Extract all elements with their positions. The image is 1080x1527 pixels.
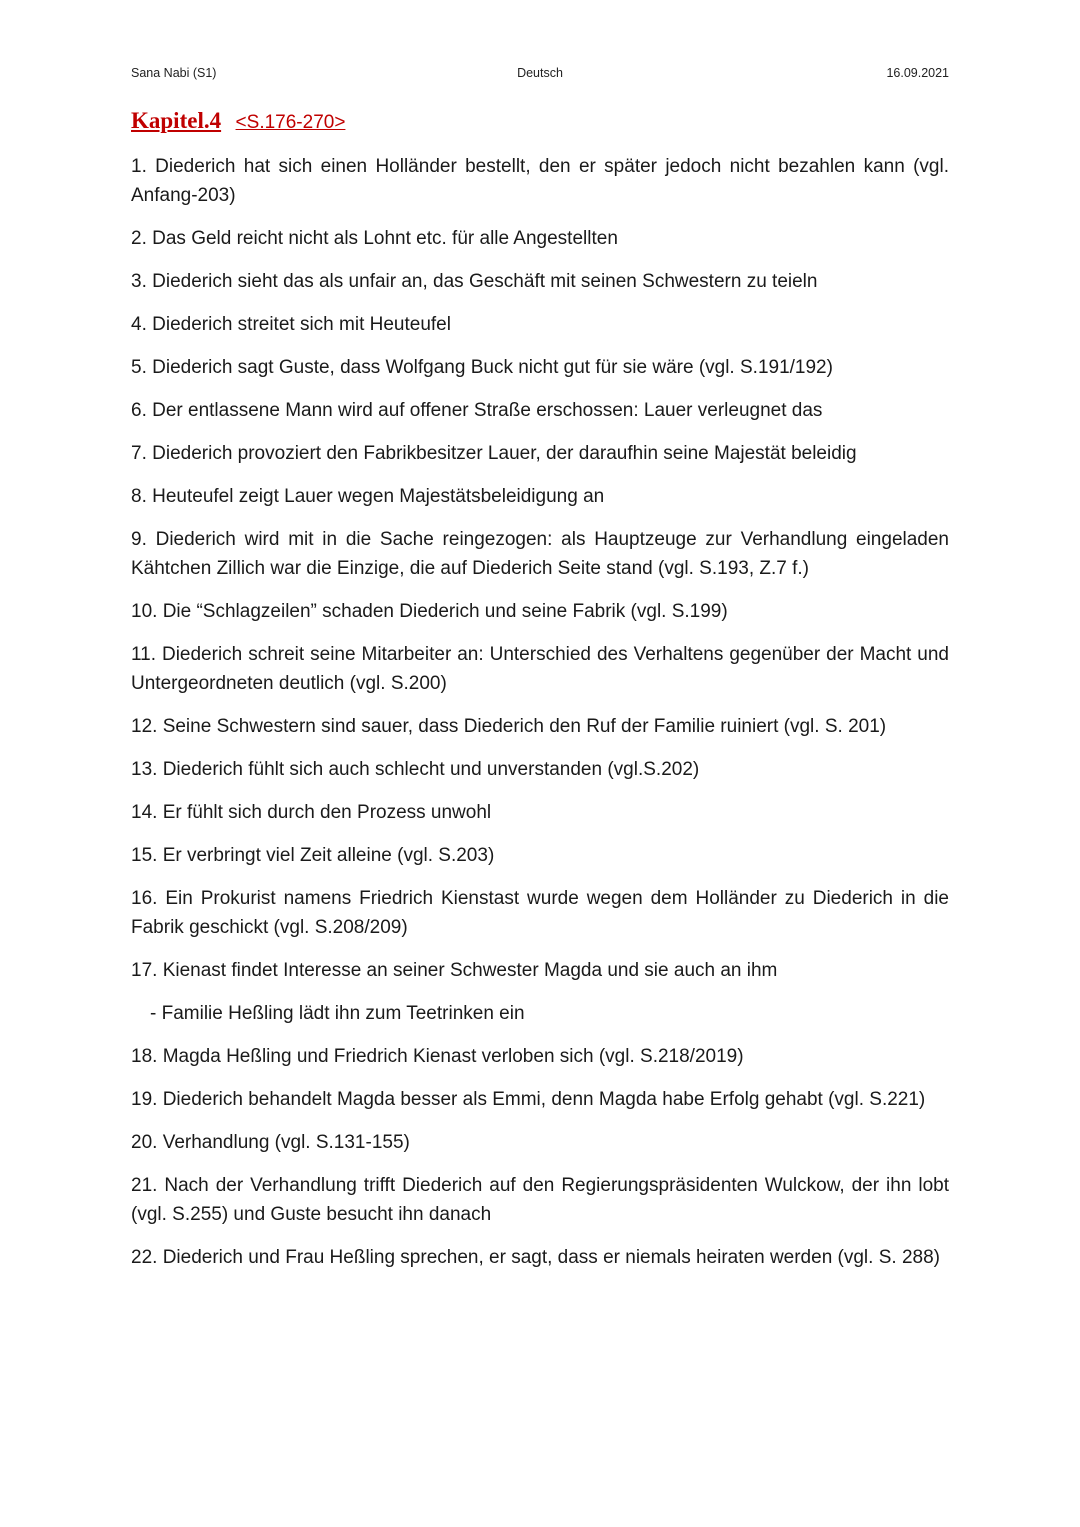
list-item: 10. Die “Schlagzeilen” schaden Diederich und seine Fabrik (vgl. S.199) [131, 601, 728, 622]
list-item: 4. Diederich streitet sich mit Heuteufel [131, 314, 451, 335]
page-header [131, 66, 949, 84]
list-item: 8. Heuteufel zeigt Lauer wegen Majestätsbeleidigung an [131, 486, 605, 507]
list-item: 18. Magda Heßling und Friedrich Kienast verloben sich (vgl. S.218/2019) [131, 1046, 744, 1067]
list-item: 3. Diederich sieht das als unfair an, das Geschäft mit seinen Schwestern zu teieln [131, 271, 818, 292]
chapter-title-main: Kapitel.4 [131, 108, 222, 133]
list-item: 20. Verhandlung (vgl. S.131-155) [131, 1132, 410, 1153]
chapter-title [131, 108, 345, 134]
list-item: 17. Kienast findet Interesse an seiner Schwester Magda und sie auch an ihm [131, 960, 778, 981]
list-item: 11. Diederich schreit seine Mitarbeiter an: Unterschied des Verhaltens gegenüber der Macht und Untergeordneten deutlich (vgl. S.200) [131, 644, 949, 694]
summary-list [131, 152, 949, 1286]
list-item: 15. Er verbringt viel Zeit alleine (vgl. S.203) [131, 845, 495, 866]
list-item: 5. Diederich sagt Guste, dass Wolfgang Buck nicht gut für sie wäre (vgl. S.191/192) [131, 357, 833, 378]
header-date: 16.09.2021 [886, 66, 949, 80]
list-item: 19. Diederich behandelt Magda besser als Emmi, denn Magda habe Erfolg gehabt (vgl. S.221) [131, 1089, 926, 1110]
list-item: 16. Ein Prokurist namens Friedrich Kienstast wurde wegen dem Holländer zu Diederich in die Fabrik geschickt (vgl. S.208/209) [131, 888, 949, 938]
header-author: Sana Nabi (S1) [131, 66, 217, 80]
list-item: 13. Diederich fühlt sich auch schlecht und unverstanden (vgl.S.202) [131, 759, 700, 780]
list-item: 6. Der entlassene Mann wird auf offener Straße erschossen: Lauer verleugnet das [131, 400, 823, 421]
list-item: 9. Diederich wird mit in die Sache reingezogen: als Hauptzeuge zur Verhandlung eingeladen Kähtchen Zillich war die Einzige, die auf Diederich Seite stand (vgl. S.193, Z.7 f.) [131, 529, 949, 579]
list-subitem: - Familie Heßling lädt ihn zum Teetrinken ein [150, 1003, 525, 1024]
list-item: 1. Diederich hat sich einen Holländer bestellt, den er später jedoch nicht bezahlen kann (vgl. Anfang-203) [131, 156, 949, 206]
chapter-page-range: <S.176-270> [235, 112, 346, 133]
list-item: 21. Nach der Verhandlung trifft Diederich auf den Regierungspräsidenten Wulckow, der ihn lobt (vgl. S.255) und Guste besucht ihn danach [131, 1175, 949, 1225]
list-item: 2. Das Geld reicht nicht als Lohnt etc. für alle Angestellten [131, 228, 618, 249]
list-item: 7. Diederich provoziert den Fabrikbesitzer Lauer, der daraufhin seine Majestät beleidig [131, 443, 857, 464]
list-item: 12. Seine Schwestern sind sauer, dass Diederich den Ruf der Familie ruiniert (vgl. S. 201) [131, 716, 887, 737]
list-item: 14. Er fühlt sich durch den Prozess unwohl [131, 802, 492, 823]
list-item: 22. Diederich und Frau Heßling sprechen, er sagt, dass er niemals heiraten werden (vgl. S. 288) [131, 1247, 940, 1268]
header-subject: Deutsch [517, 66, 563, 80]
